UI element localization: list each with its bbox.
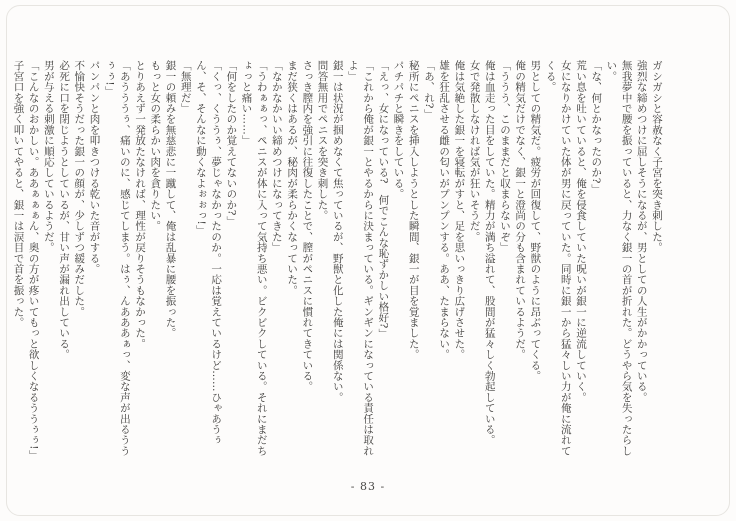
paragraph: 「無理だ」 (179, 60, 192, 114)
paragraph: 俺は気絶した銀一を寝転がすと、足を思いっきり広げさせた。 (453, 60, 466, 360)
page-number: - 83 - (350, 480, 386, 493)
paragraph: まだ狭くはあるが、秘肉が柔らかくなっていた。 (286, 60, 299, 296)
paragraph: 俺の精気だけでなく、銀一と澄尚の分も含まれているようだ。 (514, 60, 527, 360)
paragraph: 子宮口を強く叩いてやると、銀一は涙目で首を振った。 (12, 60, 25, 328)
page-text (10, 60, 664, 462)
paragraph: 「こんなのおかしい。ああぁぁぁん、奥の方が疼いてもっと欲しくなるううぅぅ!」 (27, 60, 40, 461)
paragraph: 俺は血走った目をしていた。精力が満ち溢れて、股間が猛々しく勃起している。 (483, 60, 496, 446)
paragraph: ガシガシと容赦なく子宮を突き刺した。 (651, 60, 663, 253)
paragraph: パチパチと瞬きをしている。 (392, 60, 405, 200)
paragraph: 女で発散しなければ気が狂いそうだ。 (468, 60, 481, 242)
paragraph: パンパンと肉を叩きつける乾いた音がする。 (88, 60, 101, 274)
paragraph: 雄を狂乱させる雌の匂いがプンプンする。ああ、たまらない。 (438, 60, 451, 360)
paragraph: 「何をしたのか覚えてないのか?」 (225, 60, 238, 227)
paragraph: 無我夢中で腰を振っていると、力なく銀一の首が折れた。どうやら気を失ったらしい。 (605, 60, 633, 456)
paragraph: 男としての精気だ。疲労が回復して、野獣のように昂ぶってくる。 (529, 60, 542, 381)
paragraph: 「これから俺が銀一とやるからに決まっている。ギンギンになっている責任は取れよ」 (346, 60, 375, 456)
paragraph: 女になりかけていた体が男に戻っていた。同時に銀一から猛々しい力が俺に流れてくる。 (544, 60, 572, 456)
paragraph: 不愉快そうだった銀一の顔が、少しずつ緩みだした。 (73, 60, 86, 317)
paragraph: 「えっ、女になっている? 何でこんな恥ずかしい格好?」 (377, 60, 390, 340)
paragraph: 「な、何とかなったのか?」 (590, 60, 603, 195)
paragraph: 銀一は状況が掴めなくて焦っているが、野獣と化した俺には関係ない。 (331, 60, 344, 403)
paragraph: 「うわぁぁっ、ペニスが体に入って気持ち悪い。ビクビクしている。それにまだちょっと痛い……」 (240, 60, 268, 456)
paragraph: 必死に口を閉じようとしているが、甘い声が漏れ出している。 (58, 60, 71, 360)
paragraph: 秘所にペニスを挿入しようとした瞬間、銀一が目を覚ました。 (407, 60, 420, 360)
paragraph: 強烈な締めつけに屈しそうになるが、男としての人生がかかっている。 (635, 60, 648, 403)
paragraph: 銀一の頼みを無慈悲に一蹴して、俺は乱暴に腰を振った。 (164, 60, 177, 339)
paragraph: 「ううう、このままだと収まらないぞ」 (498, 60, 511, 253)
paragraph: さっき膣内を強引に往復したことで、膣がペニスに慣れてきている。 (301, 60, 314, 392)
paragraph: 「あうううぅ、痛いのに、感じてしまう。はぅ、んあああぁっ、変な声が出るううぅぅ!」 (103, 60, 131, 456)
paragraph: 問答無用でペニスを突き刺した。 (316, 60, 329, 221)
paragraph: 「なかなかいい締めつけになってきた」 (270, 60, 283, 253)
paragraph: もっと女の柔らかい肉を貪りたい。 (149, 60, 162, 232)
paragraph: 「あ、れ?」 (422, 60, 435, 120)
paragraph: とりあえず一発放たなければ、理性が戻りそうもなかった。 (134, 60, 147, 349)
paragraph: 男が与える刺激に順応しているようだ。 (42, 60, 55, 253)
paragraph: 荒い息を吐いていると、俺を侵食していた呪いが銀一に逆流していく。 (574, 60, 587, 403)
paragraph: 「くっ、くううぅ、夢じゃなかったのか。一応は覚えているけど……ひゃあうぅん、そ、そんなに動くなよぉぉっ!」 (194, 60, 223, 446)
